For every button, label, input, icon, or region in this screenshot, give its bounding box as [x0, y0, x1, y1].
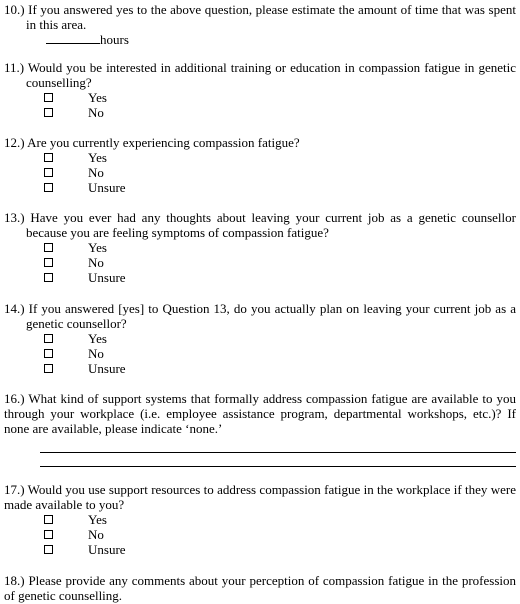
- question-12-text: 12.) Are you currently experiencing compassion fatigue?: [4, 135, 300, 150]
- checkbox[interactable]: [44, 530, 53, 539]
- option-label: Unsure: [88, 270, 126, 285]
- question-18-text: 18.) Please provide any comments about your perception of compassion fatigue in the profession of genetic counselling.: [4, 573, 516, 603]
- option-unsure[interactable]: [4, 542, 516, 557]
- option-label: Yes: [88, 512, 107, 527]
- question-16: [4, 391, 516, 436]
- option-yes[interactable]: [4, 150, 516, 165]
- hours-field[interactable]: [4, 32, 516, 47]
- option-label: No: [88, 105, 104, 120]
- option-label: No: [88, 346, 104, 361]
- checkbox[interactable]: [44, 364, 53, 373]
- option-unsure[interactable]: [4, 180, 516, 195]
- option-no[interactable]: [4, 165, 516, 180]
- checkbox[interactable]: [44, 349, 53, 358]
- option-label: Yes: [88, 90, 107, 105]
- option-label: Unsure: [88, 180, 126, 195]
- question-11-text: 11.) Would you be interested in additional training or education in compassion fatigue in genetic counselling?: [4, 60, 516, 90]
- checkbox[interactable]: [44, 108, 53, 117]
- option-label: Yes: [88, 150, 107, 165]
- question-14-text: 14.) If you answered [yes] to Question 13, do you actually plan on leaving your current job as a genetic counsellor?: [4, 301, 516, 331]
- option-label: Unsure: [88, 361, 126, 376]
- question-12: [4, 135, 516, 195]
- checkbox[interactable]: [44, 153, 53, 162]
- option-yes[interactable]: [4, 331, 516, 346]
- option-label: No: [88, 255, 104, 270]
- checkbox[interactable]: [44, 515, 53, 524]
- checkbox[interactable]: [44, 273, 53, 282]
- hours-blank[interactable]: [46, 32, 100, 44]
- question-17: [4, 482, 516, 557]
- option-label: Yes: [88, 240, 107, 255]
- option-no[interactable]: [4, 255, 516, 270]
- option-yes[interactable]: [4, 512, 516, 527]
- option-unsure[interactable]: [4, 270, 516, 285]
- option-label: No: [88, 165, 104, 180]
- question-17-text: 17.) Would you use support resources to address compassion fatigue in the workplace if they were made available to you?: [4, 482, 516, 512]
- question-13-text: 13.) Have you ever had any thoughts about leaving your current job as a genetic counsellor because you are feeling symptoms of compassion fatigue?: [4, 210, 516, 240]
- option-no[interactable]: [4, 527, 516, 542]
- checkbox[interactable]: [44, 243, 53, 252]
- checkbox[interactable]: [44, 93, 53, 102]
- option-yes[interactable]: [4, 90, 516, 105]
- option-no[interactable]: [4, 346, 516, 361]
- option-unsure[interactable]: [4, 361, 516, 376]
- question-10: [4, 2, 516, 47]
- question-11: [4, 60, 516, 120]
- question-10-text: 10.) If you answered yes to the above question, please estimate the amount of time that was spent in this area.: [4, 2, 516, 32]
- option-label: Unsure: [88, 542, 126, 557]
- option-no[interactable]: [4, 105, 516, 120]
- hours-unit: hours: [100, 32, 129, 47]
- answer-line-1[interactable]: [40, 452, 516, 453]
- checkbox[interactable]: [44, 334, 53, 343]
- question-18: [4, 573, 516, 603]
- checkbox[interactable]: [44, 545, 53, 554]
- question-13: [4, 210, 516, 285]
- option-label: No: [88, 527, 104, 542]
- question-14: [4, 301, 516, 376]
- answer-line-2[interactable]: [40, 466, 516, 467]
- checkbox[interactable]: [44, 168, 53, 177]
- checkbox[interactable]: [44, 183, 53, 192]
- question-16-text: 16.) What kind of support systems that formally address compassion fatigue are available to you through your workplace (i.e. employee assistance program, departmental workshops, etc.)? If none are available, please indicate ‘none.’: [4, 391, 516, 436]
- option-yes[interactable]: [4, 240, 516, 255]
- checkbox[interactable]: [44, 258, 53, 267]
- option-label: Yes: [88, 331, 107, 346]
